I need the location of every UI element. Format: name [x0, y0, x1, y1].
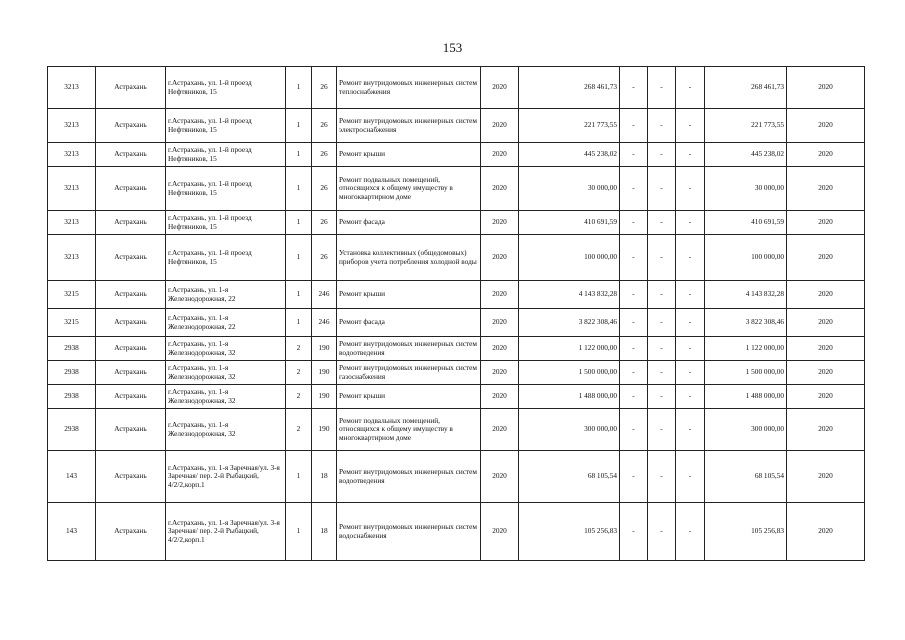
- cell-end-year: 2020: [787, 503, 865, 561]
- cell-object-id: 3215: [48, 281, 96, 309]
- cell-total: 268 461,73: [705, 67, 787, 109]
- cell-city: Астрахань: [96, 235, 166, 281]
- cell-city: Астрахань: [96, 451, 166, 503]
- register-body: [48, 67, 865, 561]
- cell-dash-1: -: [620, 167, 648, 211]
- cell-address: г.Астрахань, ул. 1-й проезд Нефтяников, 15: [166, 109, 286, 143]
- cell-work-type: Ремонт внутридомовых инженерных систем электроснабжения: [337, 109, 481, 143]
- table-row: [48, 451, 865, 503]
- cell-cost: 1 122 000,00: [519, 337, 620, 361]
- cell-cost: 221 773,55: [519, 109, 620, 143]
- cell-col4: 1: [286, 451, 312, 503]
- cell-cost: 30 000,00: [519, 167, 620, 211]
- cell-dash-2: -: [648, 109, 676, 143]
- cell-col5: 18: [312, 451, 337, 503]
- cell-total: 100 000,00: [705, 235, 787, 281]
- cell-dash-3: -: [676, 361, 705, 385]
- cell-total: 410 691,59: [705, 211, 787, 235]
- cell-dash-2: -: [648, 385, 676, 409]
- cell-end-year: 2020: [787, 235, 865, 281]
- cell-object-id: 143: [48, 503, 96, 561]
- cell-work-type: Ремонт внутридомовых инженерных систем водоотведения: [337, 451, 481, 503]
- table-row: [48, 309, 865, 337]
- cell-address: г.Астрахань, ул. 1-я Железнодорожная, 32: [166, 337, 286, 361]
- cell-city: Астрахань: [96, 409, 166, 451]
- cell-col5: 26: [312, 67, 337, 109]
- cell-work-type: Ремонт подвальных помещений, относящихся к общему имуществу в многоквартирном доме: [337, 409, 481, 451]
- cell-dash-1: -: [620, 235, 648, 281]
- cell-dash-3: -: [676, 309, 705, 337]
- cell-dash-1: -: [620, 109, 648, 143]
- cell-cost: 445 238,02: [519, 143, 620, 167]
- cell-object-id: 3213: [48, 109, 96, 143]
- cell-end-year: 2020: [787, 451, 865, 503]
- cell-col5: 246: [312, 281, 337, 309]
- table-row: [48, 281, 865, 309]
- cell-year: 2020: [481, 167, 519, 211]
- cell-work-type: Ремонт крыши: [337, 385, 481, 409]
- cell-object-id: 3213: [48, 167, 96, 211]
- cell-dash-2: -: [648, 451, 676, 503]
- cell-object-id: 143: [48, 451, 96, 503]
- cell-cost: 1 500 000,00: [519, 361, 620, 385]
- cell-col4: 2: [286, 409, 312, 451]
- cell-end-year: 2020: [787, 143, 865, 167]
- cell-dash-3: -: [676, 503, 705, 561]
- cell-total: 1 122 000,00: [705, 337, 787, 361]
- cell-dash-1: -: [620, 309, 648, 337]
- table-row: [48, 409, 865, 451]
- cell-work-type: Установка коллективных (общедомовых) приборов учета потребления холодной воды: [337, 235, 481, 281]
- table-row: [48, 503, 865, 561]
- cell-year: 2020: [481, 109, 519, 143]
- table-row: [48, 211, 865, 235]
- cell-total: 68 105,54: [705, 451, 787, 503]
- cell-col5: 26: [312, 143, 337, 167]
- cell-dash-1: -: [620, 361, 648, 385]
- cell-object-id: 3213: [48, 143, 96, 167]
- cell-dash-3: -: [676, 409, 705, 451]
- cell-year: 2020: [481, 337, 519, 361]
- cell-work-type: Ремонт внутридомовых инженерных систем водоснабжения: [337, 503, 481, 561]
- cell-dash-2: -: [648, 361, 676, 385]
- cell-work-type: Ремонт внутридомовых инженерных систем водоотведения: [337, 337, 481, 361]
- cell-col5: 26: [312, 109, 337, 143]
- cell-dash-3: -: [676, 211, 705, 235]
- cell-dash-3: -: [676, 281, 705, 309]
- cell-object-id: 3213: [48, 67, 96, 109]
- cell-work-type: Ремонт крыши: [337, 281, 481, 309]
- cell-city: Астрахань: [96, 309, 166, 337]
- cell-col4: 2: [286, 337, 312, 361]
- cell-city: Астрахань: [96, 385, 166, 409]
- cell-year: 2020: [481, 281, 519, 309]
- cell-dash-1: -: [620, 337, 648, 361]
- cell-end-year: 2020: [787, 167, 865, 211]
- cell-col4: 1: [286, 167, 312, 211]
- cell-dash-1: -: [620, 143, 648, 167]
- cell-address: г.Астрахань, ул. 1-я Заречная/ул. 3-я Заречная/ пер. 2-й Рыбацкий, 4/2/2,корп.1: [166, 451, 286, 503]
- cell-address: г.Астрахань, ул. 1-й проезд Нефтяников, 15: [166, 167, 286, 211]
- cell-address: г.Астрахань, ул. 1-я Железнодорожная, 32: [166, 385, 286, 409]
- cell-dash-3: -: [676, 451, 705, 503]
- cell-year: 2020: [481, 361, 519, 385]
- cell-cost: 1 488 000,00: [519, 385, 620, 409]
- cell-end-year: 2020: [787, 281, 865, 309]
- cell-dash-2: -: [648, 281, 676, 309]
- cell-object-id: 3213: [48, 211, 96, 235]
- cell-address: г.Астрахань, ул. 1-й проезд Нефтяников, 15: [166, 67, 286, 109]
- cell-work-type: Ремонт крыши: [337, 143, 481, 167]
- cell-total: 1 488 000,00: [705, 385, 787, 409]
- table-row: [48, 167, 865, 211]
- cell-col5: 246: [312, 309, 337, 337]
- cell-dash-3: -: [676, 385, 705, 409]
- table-row: [48, 109, 865, 143]
- cell-work-type: Ремонт фасада: [337, 211, 481, 235]
- cell-city: Астрахань: [96, 503, 166, 561]
- cell-city: Астрахань: [96, 109, 166, 143]
- cell-work-type: Ремонт подвальных помещений, относящихся к общему имуществу в многоквартирном доме: [337, 167, 481, 211]
- cell-col5: 190: [312, 409, 337, 451]
- cell-object-id: 2938: [48, 337, 96, 361]
- cell-work-type: Ремонт фасада: [337, 309, 481, 337]
- cell-dash-1: -: [620, 67, 648, 109]
- cell-dash-2: -: [648, 67, 676, 109]
- cell-year: 2020: [481, 409, 519, 451]
- cell-address: г.Астрахань, ул. 1-я Железнодорожная, 32: [166, 409, 286, 451]
- cell-col4: 1: [286, 109, 312, 143]
- cell-end-year: 2020: [787, 361, 865, 385]
- cell-year: 2020: [481, 67, 519, 109]
- cell-city: Астрахань: [96, 143, 166, 167]
- cell-end-year: 2020: [787, 109, 865, 143]
- cell-cost: 300 000,00: [519, 409, 620, 451]
- cell-object-id: 2938: [48, 409, 96, 451]
- cell-year: 2020: [481, 503, 519, 561]
- cell-address: г.Астрахань, ул. 1-я Железнодорожная, 22: [166, 309, 286, 337]
- cell-end-year: 2020: [787, 337, 865, 361]
- cell-cost: 105 256,83: [519, 503, 620, 561]
- cell-col5: 26: [312, 211, 337, 235]
- cell-year: 2020: [481, 235, 519, 281]
- cell-end-year: 2020: [787, 67, 865, 109]
- cell-dash-2: -: [648, 143, 676, 167]
- cell-city: Астрахань: [96, 67, 166, 109]
- cell-city: Астрахань: [96, 211, 166, 235]
- cell-cost: 4 143 832,28: [519, 281, 620, 309]
- cell-col5: 190: [312, 361, 337, 385]
- cell-dash-2: -: [648, 337, 676, 361]
- cell-col5: 190: [312, 385, 337, 409]
- cell-total: 105 256,83: [705, 503, 787, 561]
- cell-dash-1: -: [620, 409, 648, 451]
- cell-col5: 26: [312, 167, 337, 211]
- cell-col4: 2: [286, 385, 312, 409]
- cell-object-id: 2938: [48, 361, 96, 385]
- cell-city: Астрахань: [96, 337, 166, 361]
- table-row: [48, 337, 865, 361]
- cell-city: Астрахань: [96, 167, 166, 211]
- cell-total: 1 500 000,00: [705, 361, 787, 385]
- cell-col5: 190: [312, 337, 337, 361]
- cell-col4: 1: [286, 503, 312, 561]
- cell-address: г.Астрахань, ул. 1-й проезд Нефтяников, 15: [166, 211, 286, 235]
- cell-end-year: 2020: [787, 309, 865, 337]
- page-number: 153: [442, 40, 463, 55]
- cell-cost: 268 461,73: [519, 67, 620, 109]
- cell-col4: 1: [286, 281, 312, 309]
- cell-total: 30 000,00: [705, 167, 787, 211]
- cell-col5: 26: [312, 235, 337, 281]
- cell-year: 2020: [481, 385, 519, 409]
- cell-year: 2020: [481, 211, 519, 235]
- cell-col4: 1: [286, 235, 312, 281]
- cell-total: 445 238,02: [705, 143, 787, 167]
- cell-object-id: 3215: [48, 309, 96, 337]
- cell-cost: 100 000,00: [519, 235, 620, 281]
- cell-address: г.Астрахань, ул. 1-я Железнодорожная, 22: [166, 281, 286, 309]
- cell-dash-2: -: [648, 503, 676, 561]
- cell-dash-2: -: [648, 211, 676, 235]
- cell-address: г.Астрахань, ул. 1-я Железнодорожная, 32: [166, 361, 286, 385]
- repair-register-table: [47, 66, 865, 561]
- cell-dash-1: -: [620, 451, 648, 503]
- cell-year: 2020: [481, 309, 519, 337]
- cell-total: 221 773,55: [705, 109, 787, 143]
- cell-dash-3: -: [676, 235, 705, 281]
- cell-end-year: 2020: [787, 211, 865, 235]
- table-row: [48, 235, 865, 281]
- cell-dash-3: -: [676, 67, 705, 109]
- cell-total: 4 143 832,28: [705, 281, 787, 309]
- cell-cost: 3 822 308,46: [519, 309, 620, 337]
- cell-work-type: Ремонт внутридомовых инженерных систем теплоснабжения: [337, 67, 481, 109]
- cell-object-id: 2938: [48, 385, 96, 409]
- cell-dash-3: -: [676, 143, 705, 167]
- table-row: [48, 143, 865, 167]
- cell-address: г.Астрахань, ул. 1-й проезд Нефтяников, 15: [166, 235, 286, 281]
- cell-dash-2: -: [648, 409, 676, 451]
- cell-col4: 1: [286, 309, 312, 337]
- cell-year: 2020: [481, 451, 519, 503]
- cell-city: Астрахань: [96, 281, 166, 309]
- cell-year: 2020: [481, 143, 519, 167]
- cell-total: 3 822 308,46: [705, 309, 787, 337]
- table-row: [48, 385, 865, 409]
- cell-address: г.Астрахань, ул. 1-я Заречная/ул. 3-я Заречная/ пер. 2-й Рыбацкий, 4/2/2,корп.1: [166, 503, 286, 561]
- cell-total: 300 000,00: [705, 409, 787, 451]
- cell-dash-2: -: [648, 309, 676, 337]
- cell-address: г.Астрахань, ул. 1-й проезд Нефтяников, 15: [166, 143, 286, 167]
- cell-col5: 18: [312, 503, 337, 561]
- cell-col4: 2: [286, 361, 312, 385]
- cell-dash-2: -: [648, 167, 676, 211]
- cell-cost: 410 691,59: [519, 211, 620, 235]
- cell-dash-2: -: [648, 235, 676, 281]
- cell-object-id: 3213: [48, 235, 96, 281]
- cell-dash-3: -: [676, 337, 705, 361]
- cell-dash-1: -: [620, 385, 648, 409]
- cell-col4: 1: [286, 143, 312, 167]
- cell-cost: 68 105,54: [519, 451, 620, 503]
- cell-dash-1: -: [620, 281, 648, 309]
- cell-dash-1: -: [620, 211, 648, 235]
- table-row: [48, 67, 865, 109]
- cell-dash-1: -: [620, 503, 648, 561]
- cell-col4: 1: [286, 67, 312, 109]
- cell-col4: 1: [286, 211, 312, 235]
- table-row: [48, 361, 865, 385]
- cell-work-type: Ремонт внутридомовых инженерных систем газоснабжения: [337, 361, 481, 385]
- cell-end-year: 2020: [787, 385, 865, 409]
- cell-end-year: 2020: [787, 409, 865, 451]
- cell-city: Астрахань: [96, 361, 166, 385]
- cell-dash-3: -: [676, 109, 705, 143]
- cell-dash-3: -: [676, 167, 705, 211]
